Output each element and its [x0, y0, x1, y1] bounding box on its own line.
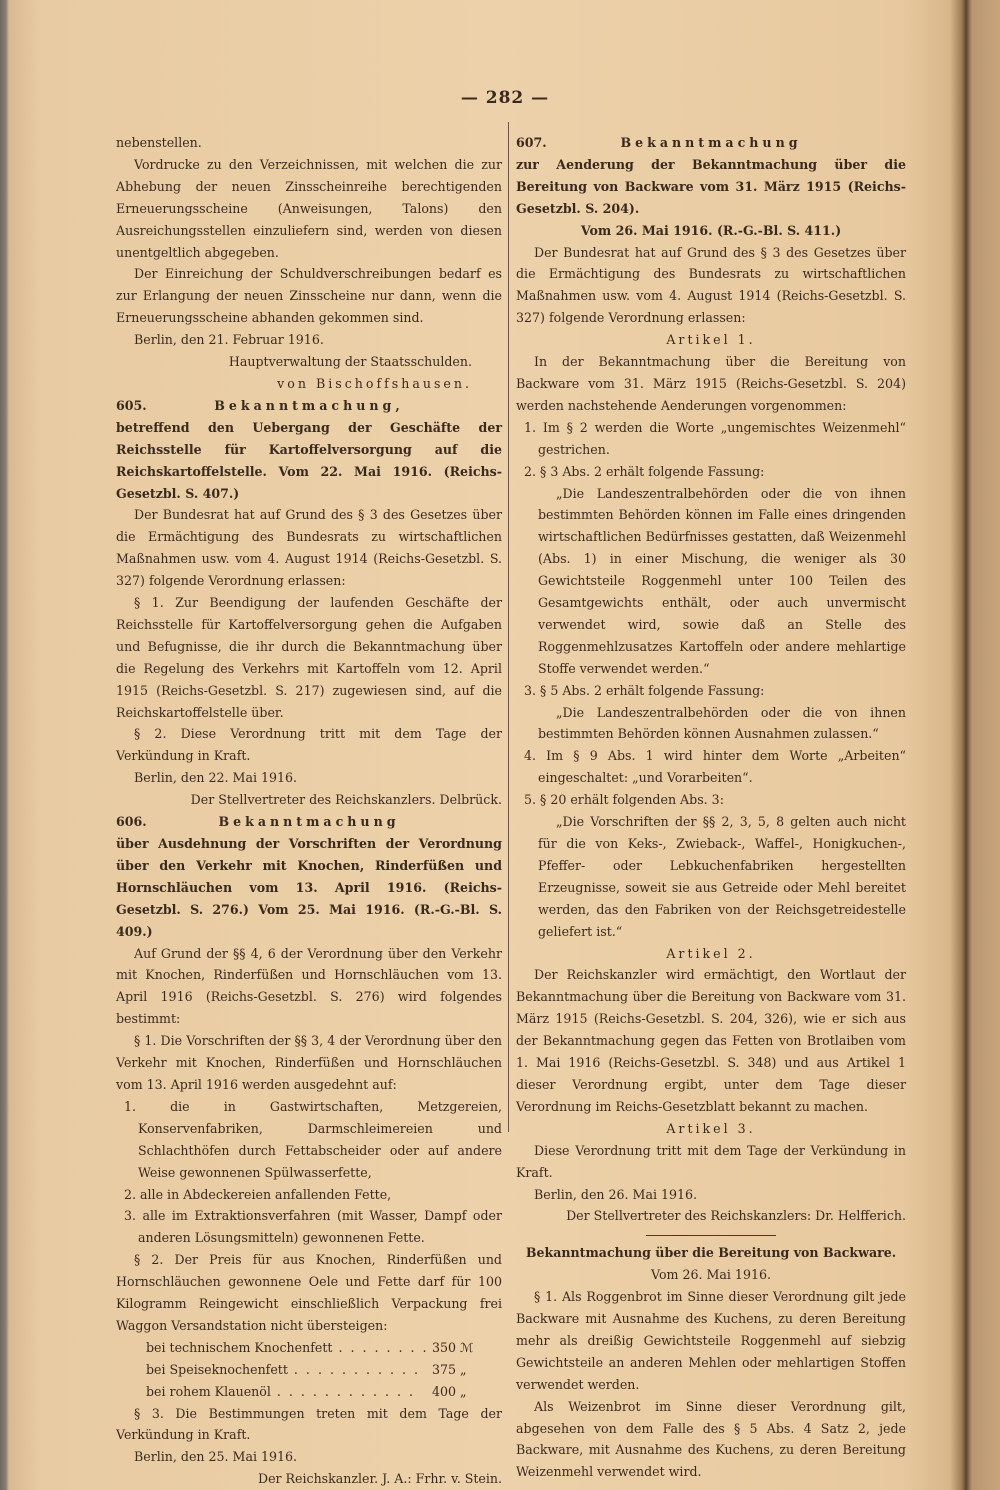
- price-value: 375 „: [432, 1361, 467, 1377]
- price-value: 350 ℳ: [432, 1339, 474, 1355]
- list-item: 3. § 5 Abs. 2 erhält folgende Fassung:: [524, 682, 765, 698]
- centered-line: Artikel 3.: [666, 1120, 756, 1136]
- paragraph: Als Weizenbrot im Sinne dieser Verordnung gilt, abgesehen von dem Falle des § 5 Abs. 4 Satz 2, jede Backware, mit Ausnahme des Kuchens, zu deren Bereitung Weizenmehl verwendet wird.: [516, 1398, 906, 1480]
- paragraph: § 2. Diese Verordnung tritt mit dem Tage der Verkündung in Kraft.: [116, 726, 502, 764]
- price-row: [146, 1337, 502, 1359]
- quoted-text: „Die Landeszentralbehörden oder die von ihnen bestimmten Behörden können Ausnahmen zulassen.“: [538, 704, 906, 742]
- signature: Der Reichskanzler. J. A.: Frhr. v. Stein.: [257, 1471, 502, 1487]
- paragraph: § 1. Die Vorschriften der §§ 3, 4 der Verordnung über den Verkehr mit Knochen, Rinderfüßen und Hornschläuchen vom 13. April 1916 werden ausgedehnt auf:: [116, 1033, 502, 1092]
- paragraph: Berlin, den 26. Mai 1916.: [534, 1186, 698, 1202]
- paragraph: Auf Grund der §§ 4, 6 der Verordnung über den Verkehr mit Knochen, Rinderfüßen und Hornschläuchen vom 13. April 1916 (Reichs-Gesetzbl. S. 276) wird folgendes bestimmt:: [116, 945, 502, 1027]
- list-item: 3. alle im Extraktionsverfahren (mit Wasser, Dampf oder anderen Lösungsmitteln) gewonnenen Fette.: [124, 1208, 502, 1246]
- paragraph: § 1. Zur Beendigung der laufenden Geschäfte der Reichsstelle für Kartoffelversorgung gehen die Aufgaben und Befugnisse, die ihr durch die Bekanntmachung über die Regelung des Verkehrs mit Kartoffeln vom 12. April 1915 (Reichs-Gesetzbl. S. 217) zugewiesen sind, auf die Reichskartoffelstelle über.: [116, 595, 502, 720]
- paragraph: Der Einreichung der Schuldverschreibungen bedarf es zur Erlangung der neuen Zinsscheine nur dann, wenn die Erneuerungsscheine abhanden gekommen sind.: [116, 266, 502, 326]
- centered-line: Vom 26. Mai 1916.: [651, 1267, 771, 1283]
- paragraph: In der Bekanntmachung über die Bereitung von Backware vom 31. März 1915 (Reichs-Gesetzbl. S. 204) werden nachstehende Aenderungen vorgenommen:: [516, 354, 906, 413]
- signature: Hauptverwaltung der Staatsschulden.: [228, 354, 472, 370]
- paragraph: Berlin, den 22. Mai 1916.: [134, 770, 298, 786]
- list-item: 1. die in Gastwirtschaften, Metzgereien, Konservenfabriken, Darmschleimereien und Schlachthöfen durch Fettabscheider oder auf andere Weise gewonnenen Spülwasserfette,: [124, 1098, 502, 1180]
- right-column: [516, 132, 906, 1483]
- paragraph: § 3. Die Bestimmungen treten mit dem Tage der Verkündung in Kraft.: [116, 1405, 502, 1443]
- decree-heading: [116, 811, 502, 833]
- decree-title: Bekanntmachung,: [214, 397, 404, 413]
- list-item: 1. Im § 2 werden die Worte „ungemischtes Weizenmehl“ gestrichen.: [524, 419, 906, 457]
- centered-line: Artikel 2.: [666, 945, 756, 961]
- price-row: [146, 1359, 502, 1381]
- paragraph: Der Bundesrat hat auf Grund des § 3 des Gesetzes über die Ermächtigung des Bundesrats zu wirtschaftlichen Maßnahmen usw. vom 4. August 1914 (Reichs-Gesetzbl. S. 327) folgende Verordnung erlassen:: [516, 244, 906, 326]
- price-row: [146, 1381, 502, 1403]
- paragraph: Berlin, den 25. Mai 1916.: [134, 1449, 298, 1465]
- price-value: 400 „: [432, 1383, 467, 1399]
- decree-number: 607.: [516, 135, 547, 150]
- decree-heading: [116, 395, 502, 417]
- decree-title: Bekanntmachung: [620, 135, 802, 150]
- decree-title: Bekanntmachung: [218, 814, 400, 830]
- section-rule: [646, 1235, 776, 1236]
- decree-subtitle: betreffend den Uebergang der Geschäfte der Reichsstelle für Kartoffelversorgung auf die Reichskartoffelstelle. Vom 22. Mai 1916. (Reichs-Gesetzbl. S. 407.): [116, 419, 502, 501]
- price-label: bei technischem Knochenfett . . .: [146, 1337, 426, 1359]
- paragraph: Berlin, den 21. Februar 1916.: [134, 332, 324, 348]
- left-column: [116, 132, 502, 1490]
- page-number: — 282 —: [460, 88, 550, 108]
- list-item: 2. alle in Abdeckereien anfallenden Fette,: [124, 1186, 392, 1202]
- paragraph: Der Reichskanzler wird ermächtigt, den Wortlaut der Bekanntmachung über die Bereitung von Backware vom 31. März 1915 (Reichs-Gesetzbl. S. 204, 326), wie er sich aus der Bekanntmachung gegen das Fetten von Brotlaiben vom 1. Mai 1916 (Reichs-Gesetzbl. S. 348) und aus Artikel 1 dieser Verordnung ergibt, unter dem Tage dieser Verordnung im Reichs-Gesetzblatt bekannt zu machen.: [516, 967, 906, 1114]
- centered-line: Vom 26. Mai 1916. (R.-G.-Bl. S. 411.): [580, 222, 842, 238]
- signature: von Bischoffshausen.: [277, 375, 472, 391]
- signature: Der Stellvertreter des Reichskanzlers: Dr. Helfferich.: [566, 1208, 906, 1224]
- paragraph: Diese Verordnung tritt mit dem Tage der Verkündung in Kraft.: [516, 1142, 906, 1180]
- paragraph: § 1. Als Roggenbrot im Sinne dieser Verordnung gilt jede Backware mit Ausnahme des Kuchens, zu deren Bereitung mehr als dreißig Gewichtsteile Roggenmehl auf siebzig Gewichtsteile an anderen Mehlen oder mehlartigen Stoffen verwendet werden.: [516, 1289, 906, 1392]
- list-item: 2. § 3 Abs. 2 erhält folgende Fassung:: [524, 463, 765, 479]
- list-item: 4. Im § 9 Abs. 1 wird hinter dem Worte „Arbeiten“ eingeschaltet: „und Vorarbeiten“.: [524, 748, 906, 786]
- decree-number: 605.: [116, 397, 147, 413]
- column-divider: [508, 122, 509, 1132]
- price-label: bei Speiseknochenfett . . .: [146, 1359, 426, 1381]
- list-item: 5. § 20 erhält folgenden Abs. 3:: [524, 792, 724, 808]
- decree-heading: [516, 132, 906, 154]
- paragraph: nebenstellen.: [116, 135, 202, 150]
- decree-subtitle: zur Aenderung der Bekanntmachung über die Bereitung von Backware vom 31. März 1915 (Reichs-Gesetzbl. S. 204).: [516, 156, 906, 216]
- decree-number: 606.: [116, 814, 147, 830]
- centered-line: Bekanntmachung über die Bereitung von Backware.: [525, 1245, 897, 1261]
- paragraph: Vordrucke zu den Verzeichnissen, mit welchen die zur Abhebung der neuen Zinsscheinreihe berechtigenden Erneuerungsscheine (Anweisungen, Talons) den Ausreichungsstellen einzuliefern sind, werden von diesen unentgeltlich abgegeben.: [116, 156, 502, 260]
- quoted-text: „Die Landeszentralbehörden oder die von ihnen bestimmten Behörden können im Falle eines dringenden wirtschaftlichen Bedürfnisses gestatten, daß Weizenmehl (Abs. 1) in einer Mischung, die weniger als 30 Gewichtsteile Roggenmehl unter 100 Teilen des Gesamtgewichts enthält, oder auch unvermischt verwendet wird, sowie daß an Stelle des Roggenmehlzusatzes Kartoffeln oder andere mehlartige Stoffe verwendet werden.“: [538, 485, 906, 676]
- paragraph: § 2. Der Preis für aus Knochen, Rinderfüßen und Hornschläuchen gewonnene Oele und Fette darf für 100 Kilogramm Reingewicht einschließlich Verpackung frei Waggon Versandstation nicht übersteigen:: [116, 1252, 502, 1333]
- quoted-text: „Die Vorschriften der §§ 2, 3, 5, 8 gelten auch nicht für die von Keks-, Zwieback-, Waffel-, Honigkuchen-, Pfeffer- oder Lebkuchenfabriken hergestellten Erzeugnisse, soweit sie aus Getreide oder Mehl bereitet werden, das den Fabriken von der Reichsgetreidestelle geliefert ist.“: [538, 814, 906, 939]
- paragraph: Der Bundesrat hat auf Grund des § 3 des Gesetzes über die Ermächtigung des Bundesrats zu wirtschaftlichen Maßnahmen usw. vom 4. August 1914 (Reichs-Gesetzbl. S. 327) folgende Verordnung erlassen:: [116, 507, 502, 589]
- centered-line: Artikel 1.: [666, 332, 756, 348]
- price-label: bei rohem Klauenöl . . .: [146, 1381, 426, 1403]
- signature: Der Stellvertreter des Reichskanzlers. Delbrück.: [190, 792, 502, 808]
- decree-subtitle: über Ausdehnung der Vorschriften der Verordnung über den Verkehr mit Knochen, Rinderfüßen und Hornschläuchen vom 13. April 1916. (Reichs-Gesetzbl. S. 276.) Vom 25. Mai 1916. (R.-G.-Bl. S. 409.): [116, 836, 502, 939]
